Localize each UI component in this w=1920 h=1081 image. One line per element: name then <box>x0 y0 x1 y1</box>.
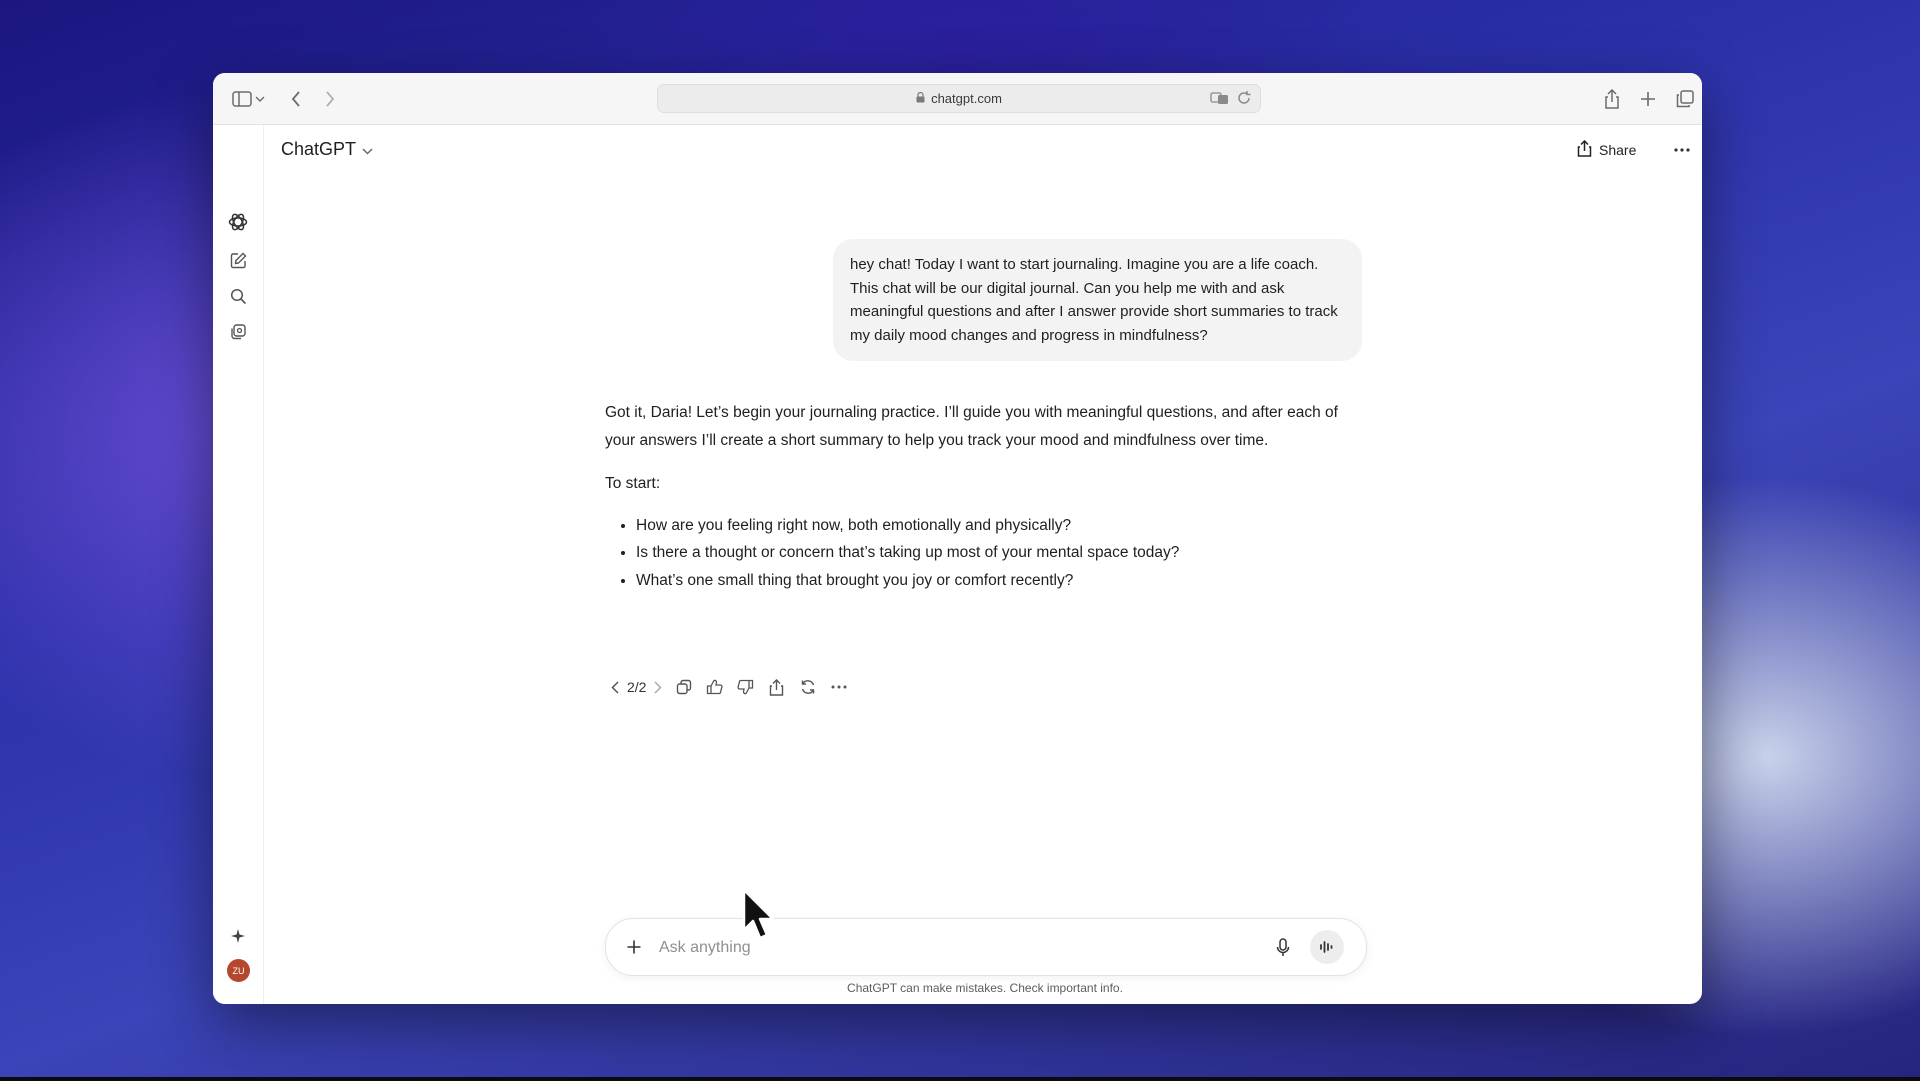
tabs-overview-icon[interactable] <box>1672 86 1698 112</box>
previous-response-icon[interactable] <box>605 673 625 701</box>
message-actions <box>605 673 854 701</box>
share-button[interactable] <box>1577 140 1636 160</box>
search-icon[interactable] <box>225 283 251 309</box>
next-response-icon[interactable] <box>648 673 668 701</box>
disclaimer: ChatGPT can make mistakes. Check important info. <box>847 981 1123 995</box>
add-attachment-icon[interactable] <box>620 933 648 961</box>
share-sheet-icon[interactable] <box>1599 86 1625 112</box>
lock-icon <box>916 91 925 106</box>
composer <box>605 918 1367 976</box>
mouse-cursor-icon <box>742 888 776 944</box>
assistant-intro: Got it, Daria! Let’s begin your journaling practice. I’ll guide you with meaningful questions, and after each of your answers I’ll create a short summary to help you track your mood and mindfulness over time. <box>605 404 1338 449</box>
microphone-icon[interactable] <box>1269 933 1297 961</box>
new-chat-icon[interactable] <box>225 247 251 273</box>
avatar[interactable]: ZU <box>227 959 250 982</box>
reload-icon[interactable] <box>1236 89 1252 110</box>
assistant-to-start: To start: <box>605 475 661 492</box>
thumbs-down-icon[interactable] <box>730 673 761 701</box>
share-response-icon[interactable] <box>761 673 792 701</box>
more-actions-icon[interactable] <box>823 673 854 701</box>
new-tab-icon[interactable] <box>1635 86 1661 112</box>
screen-bottom-edge <box>0 1077 1920 1081</box>
response-counter: 2/2 <box>627 679 647 695</box>
question-list <box>605 512 1345 595</box>
address-bar[interactable] <box>657 84 1261 113</box>
translate-icon[interactable] <box>1210 89 1230 110</box>
browser-toolbar <box>213 73 1702 125</box>
model-label: ChatGPT <box>281 139 357 159</box>
browser-window <box>213 73 1702 1004</box>
forward-icon[interactable] <box>317 86 343 112</box>
response-pager <box>605 673 668 701</box>
share-icon <box>1577 140 1592 160</box>
back-icon[interactable] <box>283 86 309 112</box>
chevron-down-icon <box>362 139 373 160</box>
regenerate-icon[interactable] <box>792 673 823 701</box>
library-icon[interactable] <box>225 319 251 345</box>
more-options-icon[interactable] <box>1669 139 1695 161</box>
model-selector[interactable] <box>281 139 373 160</box>
user-message: hey chat! Today I want to start journaling. Imagine you are a life coach. This chat will be our digital journal. Can you help me with and ask meaningful questions and after I answer provide short summaries to track my daily mood changes and progress in mindfulness? <box>833 239 1362 361</box>
copy-icon[interactable] <box>668 673 699 701</box>
thumbs-up-icon[interactable] <box>699 673 730 701</box>
list-item: • Is there a thought or concern that’s taking up most of your mental space today? <box>636 539 1345 567</box>
chevron-down-icon[interactable] <box>253 86 267 112</box>
assistant-message <box>605 399 1345 594</box>
sidebar-rail <box>213 125 264 1004</box>
openai-logo-icon[interactable] <box>225 209 251 235</box>
url-text: chatgpt.com <box>931 91 1002 106</box>
list-item: • How are you feeling right now, both emotionally and physically? <box>636 512 1345 540</box>
sidebar-toggle-icon[interactable] <box>229 86 255 112</box>
voice-mode-icon[interactable] <box>1310 930 1344 964</box>
share-label: Share <box>1599 142 1637 158</box>
list-item: • What’s one small thing that brought you joy or comfort recently? <box>636 567 1345 595</box>
sparkle-icon[interactable] <box>225 923 251 949</box>
